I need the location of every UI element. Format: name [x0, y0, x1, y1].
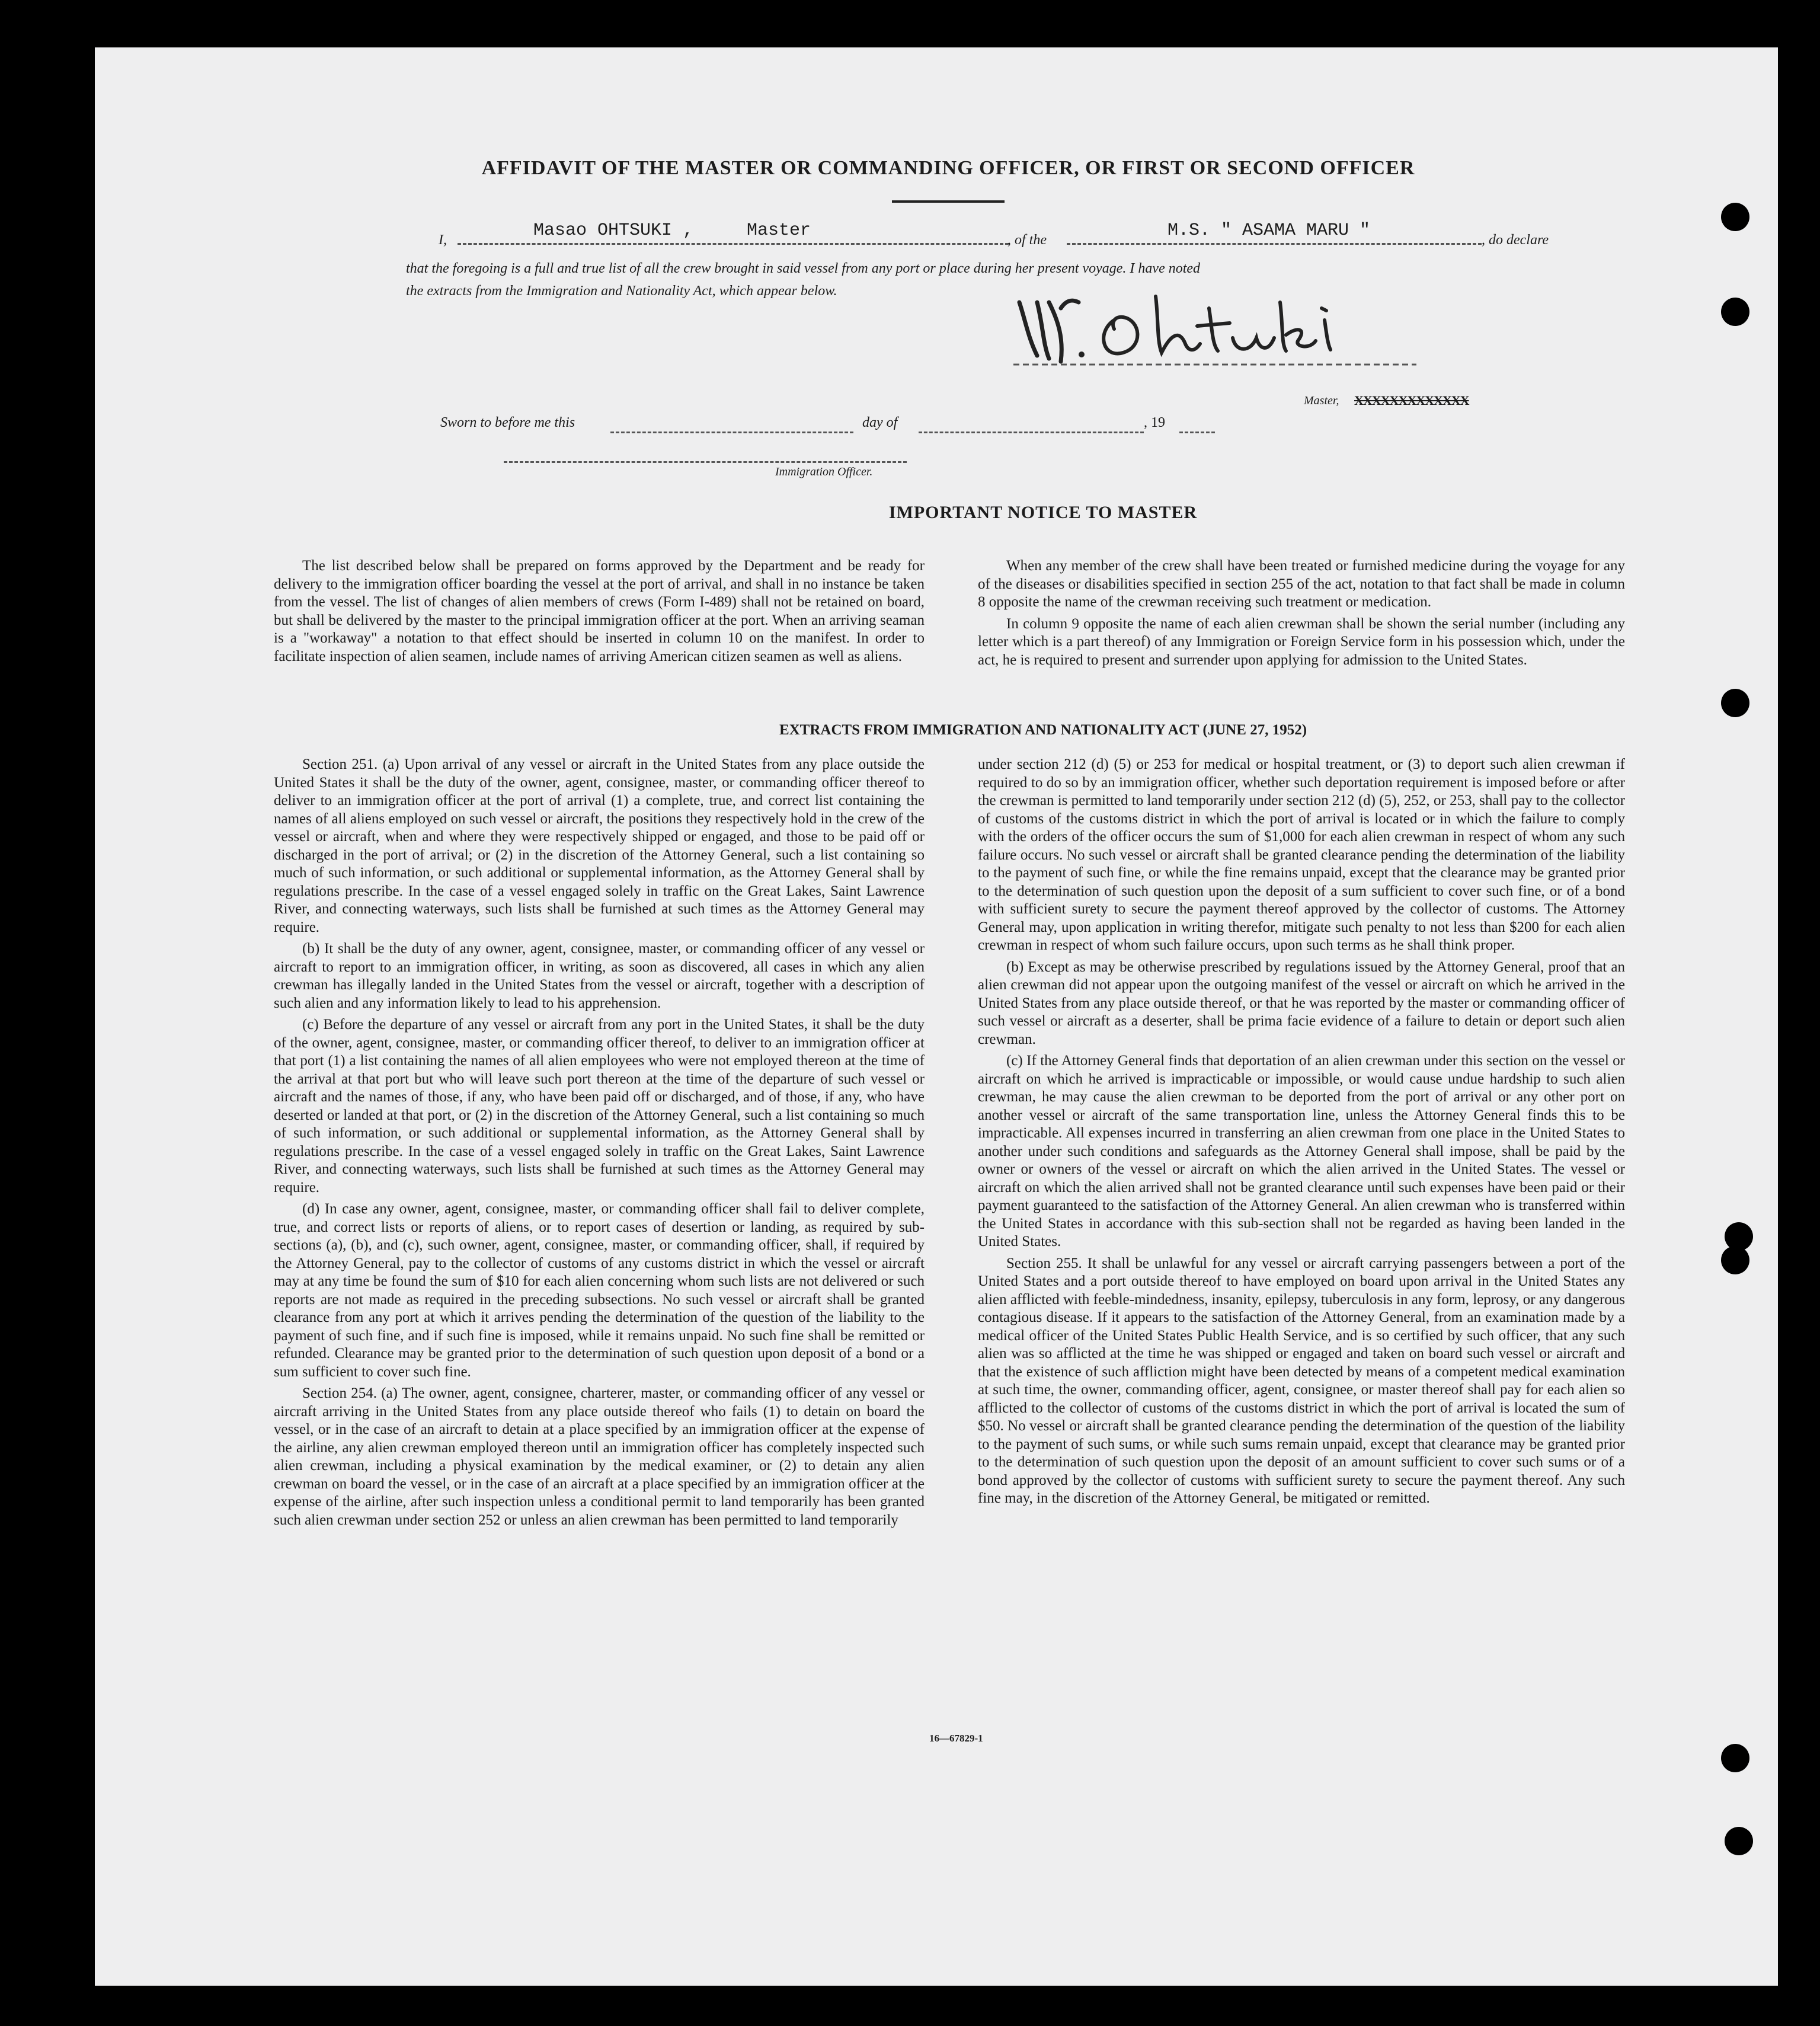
- extracts-right-column: [978, 756, 1625, 1508]
- sworn-month-line: [919, 421, 1144, 433]
- punch-hole: [1721, 1246, 1749, 1274]
- notice-right-paragraph: In column 9 opposite the name of each alien crewman shall be shown the serial number (including any letter which is a part thereof) of any Immigration or Foreign Service form in his possession which, under the act, he is required to present and surrender upon applying for admission to the United States.: [978, 615, 1625, 668]
- punch-hole: [1725, 1827, 1753, 1855]
- section-251a: Section 251. (a) Upon arrival of any vessel or aircraft in the United States from any place outside the United States it shall be the duty of the owner, agent, consignee, master, or commanding officer thereof to deliver to an immigration officer at the port of arrival (1) a complete, true, and correct list containing the names of all aliens employed on such vessel or aircraft, the positions they respectively hold in the crew of the vessel or aircraft, when and where they were respectively shipped or engaged, and those to be paid off or discharged in the port of arrival; or (2) in the discretion of the Attorney General, such a list containing so much of such information, or such additional or supplemental information, as the Attorney General shall by regulations prescribe. In the case of a vessel engaged solely in traffic on the Great Lakes, Saint Lawrence River, and connecting waterways, such lists shall be furnished at such times as the Attorney General may require.: [274, 756, 925, 935]
- punch-hole: [1721, 1744, 1749, 1772]
- section-251c: (c) Before the departure of any vessel or aircraft from any port in the United States, it shall be the duty of the owner, agent, consignee, master, or commanding officer thereof, to deliver to an immigration officer at that port (1) a list containing the names of all alien employees who were not employed thereon at the time of the arrival at that port but who will leave such port thereon at the time of the departure of such vessel or aircraft and the names of those, if any, who have been paid off or discharged, and of those, if any, who have deserted or landed at that port, or (2) in the discretion of the Attorney General, such a list containing so much of such information, or such additional or supplemental information, as the Attorney General shall by regulations prescribe. In the case of a vessel engaged solely in traffic on the Great Lakes, Saint Lawrence River, and connecting waterways, such lists shall be furnished at such times as the Attorney General may require.: [274, 1017, 925, 1196]
- sworn-day-line: [610, 421, 853, 433]
- officer-signature-line: [504, 450, 907, 463]
- notice-right-column: [978, 557, 1625, 669]
- sworn-label: Sworn to before me this: [440, 415, 575, 430]
- i-label: I,: [439, 232, 447, 248]
- declaration-line-2: the extracts from the Immigration and Nationality Act, which appear below.: [406, 283, 837, 299]
- section-254b: (b) Except as may be otherwise prescribed by regulations issued by the Attorney General, proof that an alien crewman did not appear upon the outgoing manifest of the vessel or aircraft on which he arrived in the United States from any place outside thereof, or that he was reported by the master or commanding officer of such vessel or aircraft as a deserter, shall be prima facie evidence of a failure to detain or deport such alien crewman.: [978, 958, 1625, 1047]
- punch-hole: [1721, 298, 1749, 326]
- notice-left-paragraph: The list described below shall be prepared on forms approved by the Department and be ready for delivery to the immigration officer boarding the vessel at the port of arrival, and shall in no instance be taken from the vessel. The list of changes of alien members of crews (Form I-489) shall not be retained on board, but shall be delivered by the master to the principal immigration officer at the port. When an arriving seaman is a "workaway" a notation to that effect should be inserted in column 10 on the manifest. In order to facilitate inspection of alien seamen, include names of arriving American citizen seamen as well as aliens.: [274, 558, 925, 664]
- struck-title: XXXXXXXXXXXXX: [1354, 393, 1469, 408]
- master-signature: [1002, 285, 1428, 368]
- section-254c: (c) If the Attorney General finds that deportation of an alien crewman under this section on the vessel or aircraft on which he arrived is impracticable or impossible, or would cause undue hardship to such alien crewman, he may cause the alien crewman to be deported from the port of arrival or any other port on another vessel or aircraft of the same transportation line, unless the Attorney General finds this to be impracticable. All expenses incurred in transferring an alien crewman from one place in the United States to another under such conditions and safeguards as the Attorney General shall impose, shall be paid by the owner or owners of the vessel or aircraft on which the alien arrived in the United States. The vessel or aircraft on which the alien arrived shall not be granted clearance until such expenses have been paid or their payment guaranteed to the satisfaction of the Attorney General. An alien crewman who is transferred within the United States in accordance with this sub-section shall not be regarded as having been landed in the United States.: [978, 1053, 1625, 1250]
- punch-hole: [1721, 689, 1749, 717]
- extracts-title: EXTRACTS FROM IMMIGRATION AND NATIONALITY ACT (JUNE 27, 1952): [779, 722, 1307, 738]
- extracts-left-column: [274, 756, 925, 1529]
- affidavit-title: AFFIDAVIT OF THE MASTER OR COMMANDING OFFICER, OR FIRST OR SECOND OFFICER: [481, 157, 1415, 179]
- year-prefix: , 19: [1144, 415, 1165, 430]
- form-number: 16—67829-1: [929, 1733, 983, 1744]
- do-declare-label: , do declare: [1482, 232, 1549, 248]
- title-rule: [892, 200, 1005, 203]
- section-254a: Section 254. (a) The owner, agent, consignee, charterer, master, or commanding officer of any vessel or aircraft arriving in the United States from any place outside thereof who fails (1) to detain on board the vessel, or in the case of an aircraft to detain at a place specified by an immigration officer at the expense of the airline, any alien crewman employed thereon until an immigration officer has completely inspected such alien crewman, including a physical examination by the medical examiner, or (2) to detain any alien crewman on board the vessel, or in the case of an aircraft at a place specified by an immigration officer at the expense of the airline, after such inspection unless a conditional permit to land temporarily has been granted such alien crewman under section 252 or unless an alien crewman has been permitted to land temporarily: [274, 1385, 925, 1528]
- section-254a-continued: under section 212 (d) (5) or 253 for medical or hospital treatment, or (3) to deport such alien crewman if required to do so by an immigration officer, whether such deportation requirement is imposed before or after the crewman is permitted to land temporarily under section 212 (d) (5), 252, or 253, shall pay to the collector of customs of the customs district in which the port of arrival is located or in which the failure to comply with the orders of the officer occurs the sum of $1,000 for each alien crewman in respect of whom any such failure occurs. No such vessel or aircraft shall be granted clearance pending the determination of the liability to the payment of such fine, or while the fine remains unpaid, except that the clearance may be granted prior to the determination of such question upon the deposit of a sum sufficient to cover such fine, or of a bond with sufficient surety to secure the payment thereof approved by the collector of customs. The Attorney General may, upon application in writing therefor, mitigate such penalty to not less than $200 for each alien crewman in respect of whom such failure occurs, upon such terms as he shall think proper.: [978, 756, 1625, 953]
- notice-title: IMPORTANT NOTICE TO MASTER: [888, 503, 1198, 522]
- master-rank: Master: [747, 221, 811, 241]
- crew-master-name: Masao OHTSUKI ,: [533, 221, 694, 241]
- notice-left-column: [274, 557, 925, 666]
- section-251b: (b) It shall be the duty of any owner, agent, consignee, master, or commanding officer of any vessel or aircraft to report to an immigration officer, in writing, as soon as discovered, all cases in which any alien crewman has illegally landed in the United States from the vessel or aircraft, together with a description of such alien and any information likely to lead to his apprehension.: [274, 941, 925, 1011]
- day-of-label: day of: [862, 415, 898, 430]
- document-page: [95, 47, 1778, 1986]
- of-the-label: , of the: [1007, 232, 1047, 248]
- notice-right-paragraph: When any member of the crew shall have been treated or furnished medicine during the voyage for any of the diseases or disabilities specified in section 255 of the act, notation to that fact shall be made in column 8 opposite the name of the crewman receiving such treatment or medication.: [978, 558, 1625, 610]
- master-label: Master,: [1304, 394, 1339, 407]
- year-line: [1179, 421, 1215, 433]
- vessel-name: M.S. " ASAMA MARU ": [1168, 221, 1371, 241]
- immigration-officer-label: Immigration Officer.: [775, 465, 873, 478]
- declaration-line-1: that the foregoing is a full and true list of all the crew brought in said vessel from any port or place during her present voyage. I have noted: [406, 261, 1201, 276]
- section-255: Section 255. It shall be unlawful for any vessel or aircraft carrying passengers between a port of the United States and a port outside thereof to have employed on board upon arrival in the United States any alien afflicted with feeble-mindedness, insanity, epilepsy, tuberculosis in any form, leprosy, or any dangerous contagious disease. If it appears to the satisfaction of the Attorney General, from an examination made by a medical officer of the United States Public Health Service, and is so certified by such officer, that any such alien was so afflicted at the time he was shipped or engaged and taken on board such vessel or aircraft and that the existence of such affliction might have been detected by means of a competent medical examination at such time, the owner, commanding officer, agent, consignee, or master thereof shall pay for each alien so afflicted to the collector of customs of the customs district in which the port of arrival is located the sum of $50. No vessel or aircraft shall be granted clearance pending the determination of the question of the liability to the payment of such sums, or while such sums remain unpaid, except that clearance may be granted prior to the determination of such question upon the deposit of an amount sufficient to cover such sums or of a bond approved by the collector of customs with sufficient surety to secure the payment thereof. Any such fine may, in the discretion of the Attorney General, be mitigated or remitted.: [978, 1255, 1625, 1506]
- section-251d: (d) In case any owner, agent, consignee, master, or commanding officer shall fail to deliver complete, true, and correct lists or reports of aliens, or to report cases of desertion or landing, as required by sub-sections (a), (b), and (c), such owner, agent, consignee, master, or commanding officer, shall, if required by the Attorney General, pay to the collector of customs of any customs district in which the vessel or aircraft may at any time be found the sum of $10 for each alien concerning whom such lists are not delivered or such reports are not made as required in the preceding subsections. No such vessel or aircraft shall be granted clearance from any port at which it arrives pending the determination of the question of the liability to the payment of such fine, and if such fine is imposed, while it remains unpaid. No such fine shall be remitted or refunded. Clearance may be granted prior to the determination of such question upon deposit of a bond or a sum sufficient to cover such fine.: [274, 1201, 925, 1380]
- punch-hole: [1721, 203, 1749, 231]
